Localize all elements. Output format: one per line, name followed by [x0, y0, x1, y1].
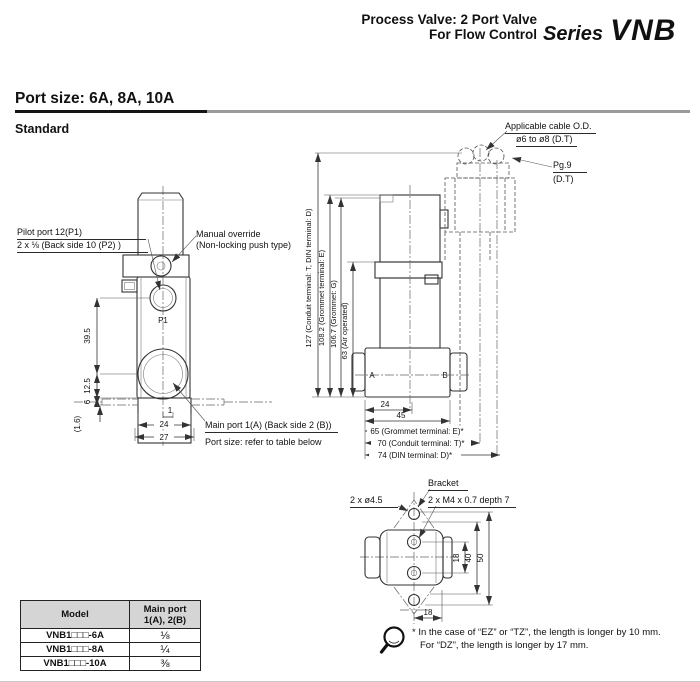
port-cap-left: [365, 537, 380, 578]
dim-106-7: 106.7 (Grommet: G): [329, 280, 338, 348]
pilot-port-leader: [148, 239, 160, 290]
holes-leader: [398, 506, 408, 511]
port-size-table: [20, 600, 201, 671]
bracket-label: Bracket: [428, 478, 468, 491]
series-title: [543, 14, 676, 48]
dim-39-5: 39.5: [83, 328, 92, 344]
cable-od-label-line2: ø6 to ø8 (D.T): [516, 134, 577, 147]
dim-70: 70 (Conduit terminal: T)*: [377, 439, 465, 448]
main-port-label: Main port 1(A) (Back side 2 (B)): [205, 420, 338, 433]
coil-tab: [440, 210, 448, 228]
port-cell: ¼: [130, 643, 201, 657]
standard-subheading: Standard: [15, 122, 70, 136]
series-prefix: Series: [543, 23, 604, 45]
footnote-line1: * In the case of “EZ” or “TZ”, the length is longer by 10 mm.: [412, 627, 661, 638]
col-header-main-port: [130, 601, 201, 629]
port-boss-a: [352, 353, 365, 391]
dim-24: 24: [159, 420, 169, 429]
port-b-label: B: [442, 371, 448, 380]
table-row: [21, 657, 201, 671]
footnote: [412, 626, 661, 652]
manual-override-label-line1: Manual override: [196, 229, 261, 239]
dim-127: 127 (Conduit terminal: T, DIN terminal: D): [304, 208, 313, 348]
base: [365, 348, 450, 397]
magnifier-icon: [380, 624, 410, 658]
port-boss-b: [450, 353, 467, 391]
series-name: VNB: [610, 14, 677, 47]
table-row: [21, 629, 201, 643]
clip: [425, 275, 438, 284]
dim-27: 27: [159, 433, 169, 442]
valve-body: [137, 277, 190, 398]
port-cell: ⅛: [130, 629, 201, 643]
main-port-leader: [173, 383, 205, 421]
holes-label: 2 x ø4.5: [350, 495, 398, 508]
table-header-row: [21, 601, 201, 629]
dim-1-6: (1.6): [73, 415, 82, 433]
header-title-line2: For Flow Control: [429, 27, 537, 42]
model-cell: VNB1□□□-8A: [21, 643, 130, 657]
dim-18v: 18: [452, 553, 461, 563]
pg9-label-line2: (D.T): [553, 174, 574, 184]
pg9-leader: [512, 158, 552, 167]
dim-6: 6: [83, 399, 92, 405]
col-header-model: Model: [21, 601, 130, 629]
manual-override-leader: [172, 236, 196, 262]
mounting-feet: [74, 399, 272, 405]
dim-24r: 24: [380, 400, 390, 409]
dim-74: 74 (DIN terminal: D)*: [377, 451, 453, 460]
cable-leader: [486, 131, 507, 150]
port-cell: ⅜: [130, 657, 201, 671]
pg9-label-line1: Pg.9: [553, 160, 587, 173]
dim-108-2: 108.2 (Grommet terminal: E): [317, 249, 326, 347]
port-size-heading: Port size: 6A, 8A, 10A: [15, 90, 175, 107]
pilot-port-label-line1: Pilot port 12(P1): [17, 227, 146, 240]
body-bottom-view: [380, 530, 443, 585]
model-cell: VNB1□□□-10A: [21, 657, 130, 671]
model-cell: VNB1□□□-6A: [21, 629, 130, 643]
main-port-header-line2: 1(A), 2(B): [143, 614, 187, 626]
manual-override-button: [151, 256, 171, 276]
port-a-label: A: [369, 371, 375, 380]
dim-18h: 18: [423, 608, 433, 617]
right-valve-drawing: [295, 118, 695, 470]
port-cap-right: [443, 537, 452, 578]
p1-label: P1: [158, 316, 168, 325]
table-row: [21, 643, 201, 657]
thread-label: 2 x M4 x 0.7 depth 7: [428, 495, 516, 508]
header-title-line1: Process Valve: 2 Port Valve: [361, 12, 537, 27]
dim-45: 45: [396, 411, 406, 420]
dim-65: 65 (Grommet terminal: E)*: [370, 427, 464, 436]
footnote-line2: For “DZ”, the length is longer by 17 mm.: [420, 640, 589, 651]
port-size-note: Port size: refer to table below: [205, 437, 322, 447]
heading-rule: [15, 110, 690, 113]
dim-50: 50: [476, 553, 485, 563]
dim-12-5: 12.5: [83, 378, 92, 394]
cable-od-label-line1: Applicable cable O.D.: [505, 121, 596, 134]
page-header-title: [361, 12, 537, 42]
pilot-port-label-line2: 2 x ⅛ (Back side 10 (P2) ): [17, 240, 148, 253]
manual-override-label-line2: (Non-locking push type): [196, 240, 292, 250]
dim-1: 1: [167, 406, 173, 415]
collar: [375, 262, 442, 278]
dim-63: 63 (Air operated): [340, 302, 349, 360]
main-port-header-line1: Main port: [143, 603, 187, 615]
dim-40: 40: [464, 553, 473, 563]
